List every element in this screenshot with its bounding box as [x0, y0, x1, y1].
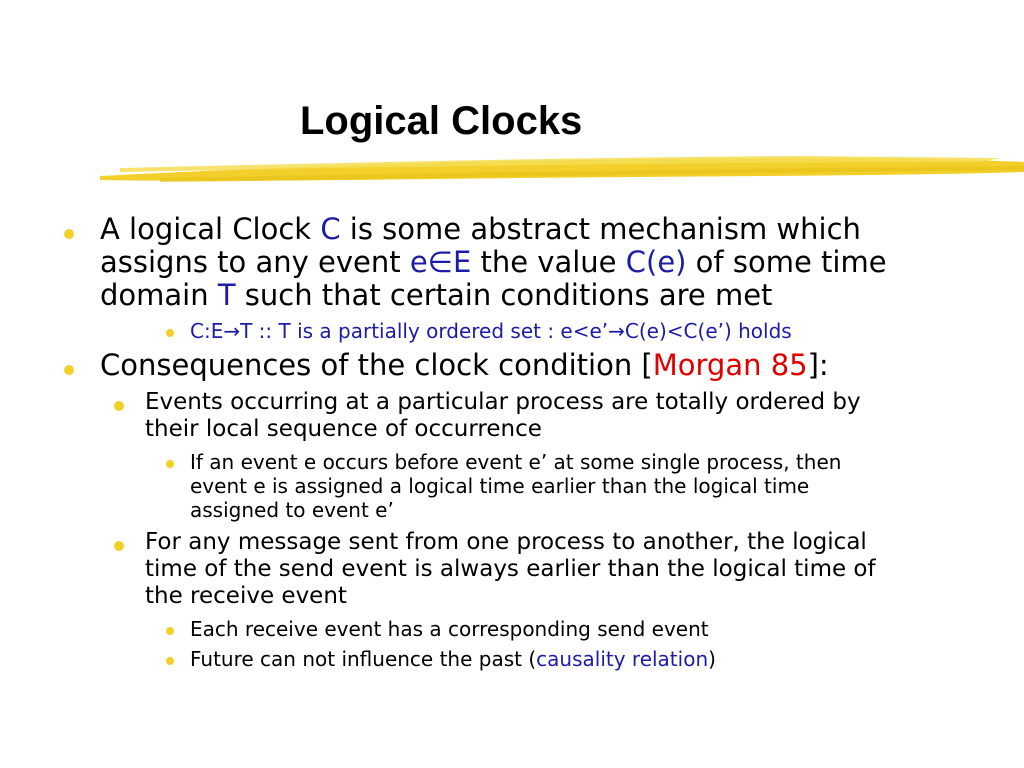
- text-run: domain: [100, 278, 218, 312]
- bullet-dot-icon: [114, 541, 124, 551]
- bullet-text-line: [190, 474, 841, 498]
- text-run: Each receive event has a corresponding send event: [190, 617, 709, 641]
- bullet-dot-icon: [166, 657, 174, 665]
- highlighted-term: C:E→T :: T is a partially ordered set : e<e’→C(e)<C(e’) holds: [190, 319, 792, 343]
- text-run: event e is assigned a logical time earlier than the logical time: [190, 474, 810, 498]
- text-run: assigned to event e’: [190, 498, 394, 522]
- highlighted-term: Morgan 85: [652, 348, 808, 382]
- bullet-text-line: [100, 349, 829, 382]
- text-run: Consequences of the clock condition [: [100, 348, 653, 382]
- text-run: A logical Clock: [100, 212, 321, 246]
- text-run: their local sequence of occurrence: [145, 416, 542, 442]
- bullet-dot-icon: [64, 365, 74, 375]
- text-run: If an event e occurs before event e’ at some single process, then: [190, 450, 842, 474]
- bullet-dot-icon: [166, 329, 174, 337]
- bullet-dot-icon: [166, 460, 174, 468]
- highlighted-term: T: [217, 278, 236, 312]
- bullet-text-line: [145, 389, 861, 416]
- bullet-text-line: [190, 647, 716, 671]
- text-run: ]:: [807, 348, 829, 382]
- text-run: is some abstract mechanism which: [340, 212, 861, 246]
- text-run: time of the send event is always earlier than the logical time of: [145, 556, 876, 582]
- bullet-text-line: [190, 450, 841, 474]
- text-run: ): [708, 647, 716, 671]
- bullet-level-3: [190, 647, 716, 671]
- bullet-level-3: [190, 319, 792, 343]
- text-run: such that certain conditions are met: [235, 278, 773, 312]
- bullet-text-line: [145, 556, 876, 583]
- text-run: Events occurring at a particular process are totally ordered by: [145, 389, 861, 415]
- text-run: For any message sent from one process to another, the logical: [145, 529, 867, 555]
- text-run: assigns to any event: [100, 245, 410, 279]
- highlighted-term: C(e): [625, 245, 687, 279]
- bullet-text-line: [100, 213, 887, 246]
- bullet-dot-icon: [64, 229, 74, 239]
- slide-title: Logical Clocks: [300, 99, 583, 143]
- bullet-text-line: [100, 279, 887, 312]
- highlighted-term: causality relation: [536, 647, 709, 671]
- text-run: the value: [471, 245, 626, 279]
- bullet-text-line: [190, 498, 841, 522]
- bullet-text-line: [100, 246, 887, 279]
- bullet-dot-icon: [166, 627, 174, 635]
- bullet-text-line: [145, 416, 861, 443]
- bullet-text-line: [190, 617, 709, 641]
- bullet-text-line: [190, 319, 792, 343]
- bullet-level-3: [190, 617, 709, 641]
- highlighted-term: e∈E: [409, 245, 472, 279]
- highlighted-term: C: [320, 212, 341, 246]
- bullet-dot-icon: [114, 401, 124, 411]
- bullet-level-2: [145, 529, 876, 610]
- bullet-level-3: [190, 450, 841, 522]
- bullet-level-1: [100, 213, 887, 312]
- bullet-level-2: [145, 389, 861, 443]
- text-run: of some time: [686, 245, 887, 279]
- text-run: Future can not influence the past (: [190, 647, 537, 671]
- bullet-text-line: [145, 529, 876, 556]
- text-run: the receive event: [145, 583, 347, 609]
- bullet-level-1: [100, 349, 829, 382]
- bullet-text-line: [145, 583, 876, 610]
